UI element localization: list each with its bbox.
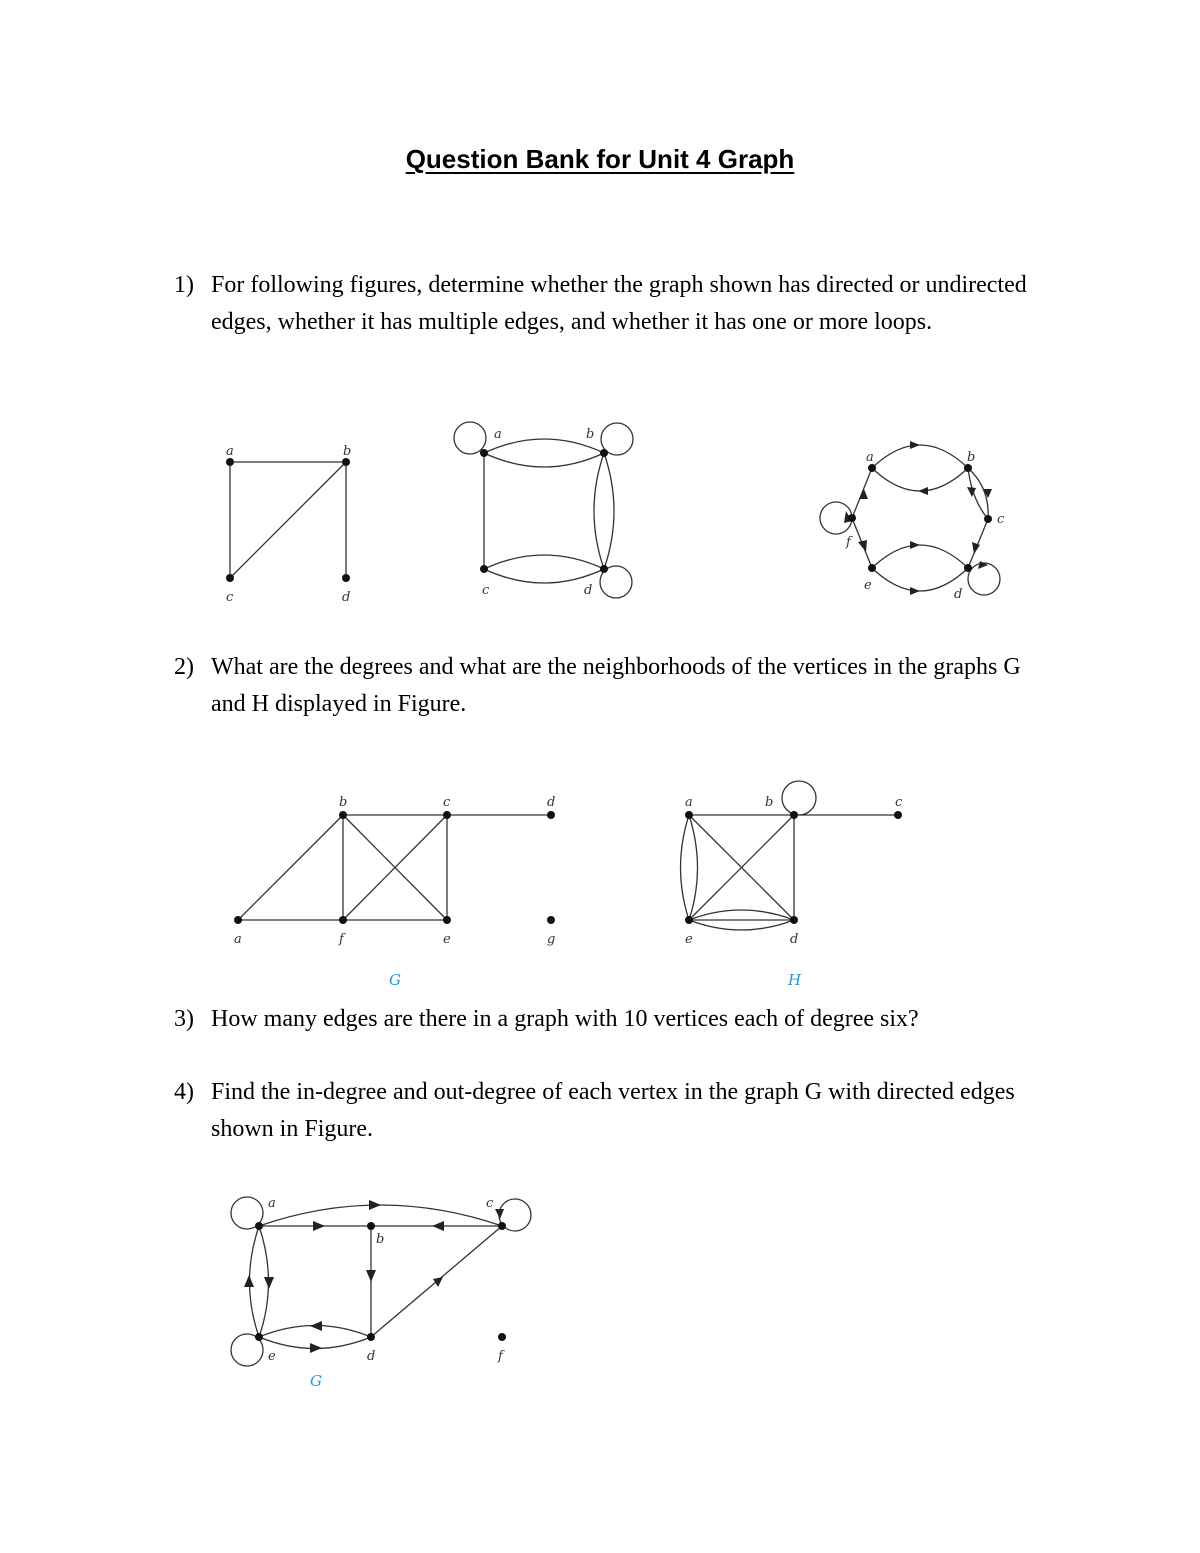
vertex-label: e bbox=[864, 578, 872, 593]
vertex bbox=[255, 1222, 263, 1230]
edge bbox=[238, 815, 343, 920]
vertex bbox=[367, 1333, 375, 1341]
vertex bbox=[480, 565, 488, 573]
vertex-label: d bbox=[790, 932, 799, 947]
vertex-label: b bbox=[765, 795, 774, 810]
arrowhead bbox=[978, 561, 988, 569]
vertex bbox=[685, 916, 693, 924]
vertex bbox=[339, 916, 347, 924]
question-text: What are the degrees and what are the neighborhoods of the vertices in the graphs G and H displayed in Figure. bbox=[211, 654, 1021, 717]
arrowhead bbox=[910, 441, 920, 449]
vertex bbox=[848, 514, 856, 522]
q1-graph-3 bbox=[820, 441, 1005, 602]
vertex bbox=[255, 1333, 263, 1341]
question-text: For following figures, determine whether the graph shown has directed or undirected edges, whether it has multiple edges, and whether it has one or more loops. bbox=[211, 272, 1027, 335]
vertex-label: a bbox=[494, 427, 502, 442]
question-text: Find the in-degree and out-degree of each vertex in the graph G with directed edges shown in Figure. bbox=[211, 1079, 1015, 1142]
edge bbox=[230, 462, 346, 578]
vertex bbox=[894, 811, 902, 819]
vertex-label: a bbox=[234, 932, 242, 947]
edge bbox=[968, 519, 988, 568]
vertex-label: d bbox=[367, 1349, 376, 1364]
q1-graph-2 bbox=[454, 422, 633, 598]
arrowhead bbox=[310, 1343, 322, 1353]
arrowhead bbox=[369, 1200, 381, 1210]
vertex-label: a bbox=[685, 795, 693, 810]
vertex bbox=[964, 464, 972, 472]
vertex-label: d bbox=[547, 795, 556, 810]
vertex-label: f bbox=[498, 1349, 503, 1364]
vertex-label: b bbox=[339, 795, 348, 810]
arrowhead bbox=[433, 1277, 443, 1287]
arrowhead bbox=[910, 587, 920, 595]
q2-graph-g bbox=[234, 795, 555, 989]
vertex-label: f bbox=[846, 535, 851, 550]
vertex-label: c bbox=[895, 795, 903, 810]
vertex-label: d bbox=[584, 583, 593, 598]
arrowhead bbox=[859, 489, 868, 499]
vertex bbox=[339, 811, 347, 819]
edge bbox=[689, 815, 698, 920]
edge bbox=[872, 468, 968, 491]
arrowhead bbox=[366, 1270, 376, 1282]
vertex bbox=[685, 811, 693, 819]
edge bbox=[872, 545, 968, 568]
arrowhead bbox=[918, 487, 928, 495]
vertex bbox=[984, 515, 992, 523]
vertex-label: f bbox=[339, 932, 344, 947]
vertex bbox=[964, 564, 972, 572]
question-number: 3) bbox=[174, 1006, 194, 1032]
vertex-label: c bbox=[997, 512, 1005, 527]
vertex-label: e bbox=[268, 1349, 276, 1364]
vertex bbox=[498, 1333, 506, 1341]
vertex-label: e bbox=[685, 932, 693, 947]
vertex bbox=[790, 916, 798, 924]
edge bbox=[484, 569, 604, 583]
loop-edge bbox=[454, 422, 486, 454]
vertex bbox=[868, 464, 876, 472]
vertex-label: b bbox=[967, 450, 976, 465]
q2-graph-h bbox=[681, 781, 904, 989]
vertex-label: c bbox=[486, 1196, 494, 1211]
vertex-label: a bbox=[226, 444, 234, 459]
vertex bbox=[498, 1222, 506, 1230]
vertex-label: g bbox=[547, 932, 556, 947]
figure-caption: G bbox=[389, 971, 401, 989]
q4-graph-g bbox=[231, 1196, 531, 1390]
edge bbox=[259, 1205, 502, 1226]
vertex-label: e bbox=[443, 932, 451, 947]
vertex bbox=[480, 449, 488, 457]
vertex-label: c bbox=[443, 795, 451, 810]
question-number: 1) bbox=[174, 272, 194, 298]
vertex bbox=[790, 811, 798, 819]
vertex bbox=[868, 564, 876, 572]
vertex-label: b bbox=[586, 427, 595, 442]
edge bbox=[484, 453, 604, 467]
arrowhead bbox=[495, 1209, 504, 1219]
q1-graph-1 bbox=[226, 444, 351, 605]
vertex-label: b bbox=[343, 444, 352, 459]
edge bbox=[604, 453, 614, 569]
question-number: 2) bbox=[174, 654, 194, 680]
edge bbox=[689, 920, 794, 930]
edge bbox=[689, 910, 794, 920]
vertex bbox=[443, 811, 451, 819]
loop-edge bbox=[968, 563, 1000, 595]
vertex bbox=[234, 916, 242, 924]
vertex bbox=[547, 916, 555, 924]
vertex bbox=[367, 1222, 375, 1230]
question-text: How many edges are there in a graph with 10 vertices each of degree six? bbox=[211, 1006, 919, 1032]
edge bbox=[681, 815, 690, 920]
vertex bbox=[600, 565, 608, 573]
edge bbox=[872, 445, 968, 468]
arrowhead bbox=[972, 542, 980, 554]
arrowhead bbox=[910, 541, 920, 549]
loop-edge bbox=[782, 781, 816, 815]
vertex bbox=[226, 574, 234, 582]
figure-caption: H bbox=[788, 971, 802, 989]
vertex-label: a bbox=[866, 450, 874, 465]
arrowhead bbox=[313, 1221, 325, 1231]
vertex-label: b bbox=[376, 1232, 385, 1247]
vertex bbox=[443, 916, 451, 924]
arrowhead bbox=[858, 540, 867, 552]
arrowhead bbox=[244, 1275, 254, 1287]
vertex bbox=[600, 449, 608, 457]
edge bbox=[594, 453, 604, 569]
vertex bbox=[226, 458, 234, 466]
vertex bbox=[547, 811, 555, 819]
arrowhead bbox=[432, 1221, 444, 1231]
vertex-label: c bbox=[482, 583, 490, 598]
figure-caption: G bbox=[310, 1372, 322, 1390]
vertex-label: c bbox=[226, 590, 234, 605]
arrowhead bbox=[310, 1321, 322, 1331]
vertex-label: a bbox=[268, 1196, 276, 1211]
vertex bbox=[342, 458, 350, 466]
arrowhead bbox=[264, 1277, 274, 1289]
vertex-label: d bbox=[342, 590, 351, 605]
vertex bbox=[342, 574, 350, 582]
question-number: 4) bbox=[174, 1079, 194, 1105]
edge bbox=[484, 555, 604, 569]
page-title: Question Bank for Unit 4 Graph bbox=[405, 144, 795, 174]
vertex-label: d bbox=[954, 587, 963, 602]
